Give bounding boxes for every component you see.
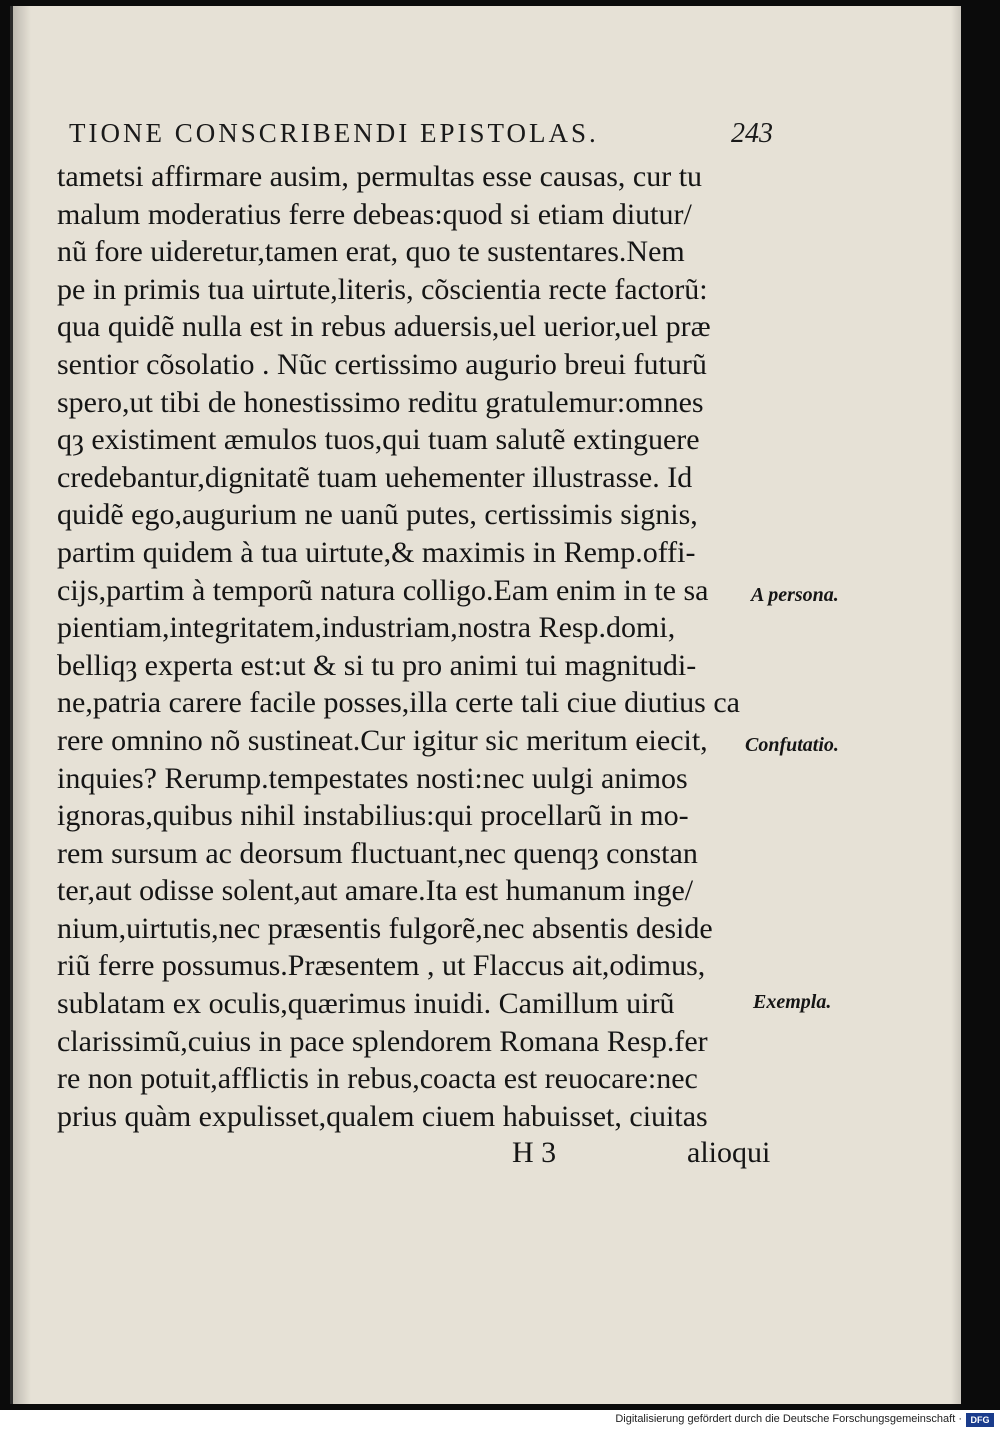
page-number: 243 — [731, 118, 773, 149]
text-line: qua quidẽ nulla est in rebus aduersis,uel uerior,uel præ — [57, 310, 711, 344]
marginal-note-exempla: Exempla. — [753, 991, 832, 1013]
text-line: pe in primis tua uirtute,literis, cõscientia recte factorũ: — [57, 272, 708, 306]
text-line: qȝ existiment æmulos tuos,qui tuam salutẽ extinguere — [57, 423, 700, 457]
dfg-logo: DFG — [966, 1413, 994, 1427]
text-line: tametsi affirmare ausim, permultas esse causas, cur tu — [57, 160, 703, 193]
text-line: prius quàm expulisset,qualem ciuem habuisset, ciuitas — [57, 1099, 708, 1133]
text-line: quidẽ ego,augurium ne uanũ putes, certissimis signis, — [57, 498, 698, 532]
signature-mark: H 3 — [512, 1136, 557, 1169]
text-line: malum moderatius ferre debeas:quod si etiam diutur/ — [57, 197, 692, 231]
text-line: riũ ferre possumus.Præsentem , ut Flaccus ait,odimus, — [57, 949, 706, 983]
signature-line — [57, 1136, 771, 1176]
book-page — [10, 6, 961, 1404]
text-line: belliqȝ experta est:ut & si tu pro animi tui magnitudi- — [57, 648, 697, 682]
text-line: spero,ut tibi de honestissimo reditu gratulemur:omnes — [57, 385, 704, 419]
text-line: sentior cõsolatio . Nũc certissimo augurio breui futurũ — [57, 347, 707, 381]
text-line: nium,uirtutis,nec præsentis fulgorẽ,nec absentis deside — [57, 911, 713, 945]
text-line: inquies? Rerump.tempestates nosti:nec uulgi animos — [57, 761, 688, 795]
text-line: nũ fore uideretur,tamen erat, quo te sustentares.Nem — [57, 235, 685, 269]
text-line: re non potuit,afflictis in rebus,coacta est reuocare:nec — [57, 1062, 698, 1096]
text-line: clarissimũ,cuius in pace splendorem Romana Resp.fer — [57, 1024, 708, 1058]
marginal-note-confutatio: Confutatio. — [745, 734, 839, 756]
text-line: cijs,partim à temporũ natura colligo.Eam enim in te sa — [57, 573, 709, 607]
text-line: ter,aut odisse solent,aut amare.Ita est humanum inge/ — [57, 874, 694, 908]
text-line: partim quidem à tua uirtute,& maximis in Remp.offi- — [57, 535, 696, 569]
text-line: sublatam ex oculis,quærimus inuidi. Camillum uirũ — [57, 987, 675, 1021]
marginal-note-a-persona: A persona. — [751, 584, 839, 606]
catchword: alioqui — [687, 1136, 771, 1169]
text-line: rem sursum ac deorsum fluctuant,nec quenqȝ constan — [57, 836, 698, 870]
text-line: pientiam,integritatem,industriam,nostra Resp.domi, — [57, 611, 676, 645]
text-line: rere omnino nõ sustineat.Cur igitur sic meritum eiecit, — [57, 723, 708, 757]
running-head: TIONE CONSCRIBENDI EPISTOLAS. — [69, 118, 599, 148]
footer-bar — [0, 1410, 1000, 1433]
text-line: credebantur,dignitatẽ tuam uehementer illustrasse. Id — [57, 460, 693, 494]
text-line: ne,patria carere facile posses,illa certe tali ciue diutius ca — [57, 686, 740, 720]
body-text — [57, 158, 747, 1135]
funding-credit: Digitalisierung gefördert durch die Deutsche Forschungsgemeinschaft · — [615, 1413, 962, 1425]
text-line: ignoras,quibus nihil instabilius:qui procellarũ in mo- — [57, 799, 689, 833]
